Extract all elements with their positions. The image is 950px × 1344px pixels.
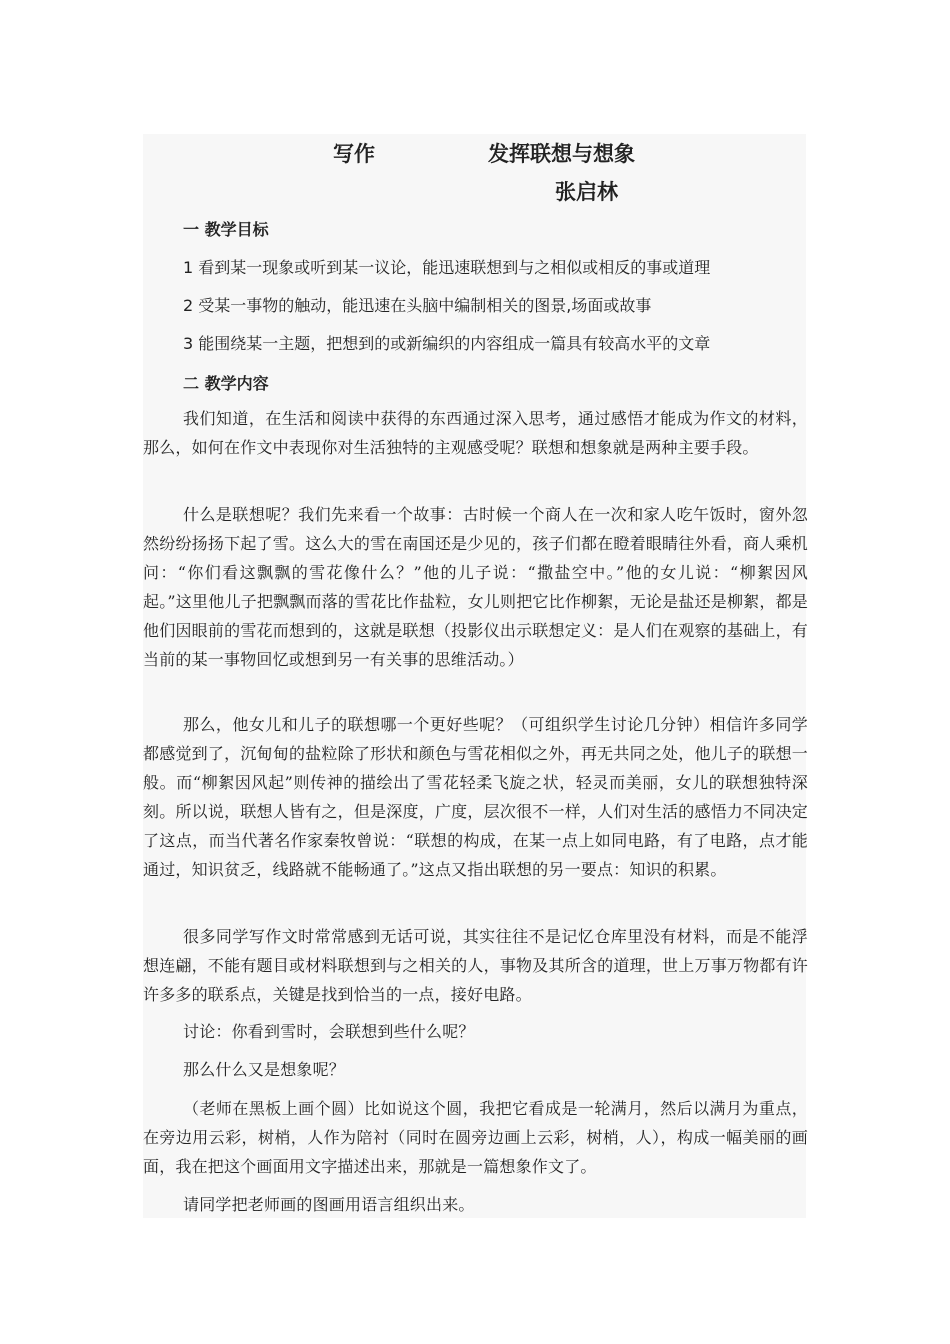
paragraph: 那么，他女儿和儿子的联想哪一个更好些呢？（可组织学生讨论几分钟）相信许多同学都感觉到了，沉甸甸的盐粒除了形状和颜色与雪花相似之外，再无共同之处，他儿子的联想一般。而“柳絮因风起”则传神的描绘出了雪花轻柔飞旋之状，轻灵而美丽，女儿的联想独特深刻。所以说，联想人皆有之，但是深度，广度，层次很不一样，人们对生活的感悟力不同决定了这点，而当代著名作家秦牧曾说：“联想的构成，在某一点上如同电路，有了电路，点才能通过，知识贫乏，线路就不能畅通了。”这点又指出联想的另一要点：知识的积累。 — [143, 715, 808, 879]
document-title — [0, 138, 950, 168]
title-right: 发挥联想与想象 — [488, 142, 635, 166]
paragraph: 很多同学写作文时常常感到无话可说，其实往往不是记忆仓库里没有材料，而是不能浮想连翩，不能有题目或材料联想到与之相关的人，事物及其所含的道理，世上万事万物都有许许多多的联系点，关键是找到恰当的一点，接好电路。 — [143, 927, 808, 1004]
objective-item: 1 看到某一现象或听到某一议论，能迅速联想到与之相似或相反的事或道理 — [183, 258, 711, 277]
paragraph: 讨论：你看到雪时，会联想到些什么呢？ — [183, 1022, 475, 1041]
paragraph: （老师在黑板上画个圆）比如说这个圆，我把它看成是一轮满月，然后以满月为重点，在旁边用云彩，树梢，人作为陪衬（同时在圆旁边画上云彩，树梢，人），构成一幅美丽的画面，我在把这个画面用文字描述出来，那就是一篇想象作文了。 — [143, 1099, 808, 1176]
paragraph: 我们知道，在生活和阅读中获得的东西通过深入思考，通过感悟才能成为作文的材料，那么，如何在作文中表现你对生活独特的主观感受呢？联想和想象就是两种主要手段。 — [143, 409, 808, 457]
paragraph: 请同学把老师画的图画用语言组织出来。 — [183, 1195, 475, 1214]
paragraph: 那么什么又是想象呢？ — [183, 1060, 346, 1079]
paragraph: 什么是联想呢？我们先来看一个故事：古时候一个商人在一次和家人吃午饭时，窗外忽然纷纷扬扬下起了雪。这么大的雪在南国还是少见的，孩子们都在瞪着眼睛往外看，商人乘机问：“你们看这飘飘的雪花像什么？”他的儿子说：“撒盐空中。”他的女儿说：“柳絮因风起。”这里他儿子把飘飘而落的雪花比作盐粒，女儿则把它比作柳絮，无论是盐还是柳絮，都是他们因眼前的雪花而想到的，这就是联想（投影仪出示联想定义：是人们在观察的基础上，有当前的某一事物回忆或想到另一有关事的思维活动。） — [143, 505, 808, 669]
section-heading-objectives: 一 教学目标 — [183, 220, 269, 239]
author-name: 张启林 — [555, 180, 618, 204]
objective-item: 2 受某一事物的触动，能迅速在头脑中编制相关的图景,场面或故事 — [183, 296, 652, 315]
objective-item: 3 能围绕某一主题，把想到的或新编织的内容组成一篇具有较高水平的文章 — [183, 334, 711, 353]
title-left: 写作 — [333, 142, 375, 166]
section-heading-content: 二 教学内容 — [183, 374, 269, 393]
